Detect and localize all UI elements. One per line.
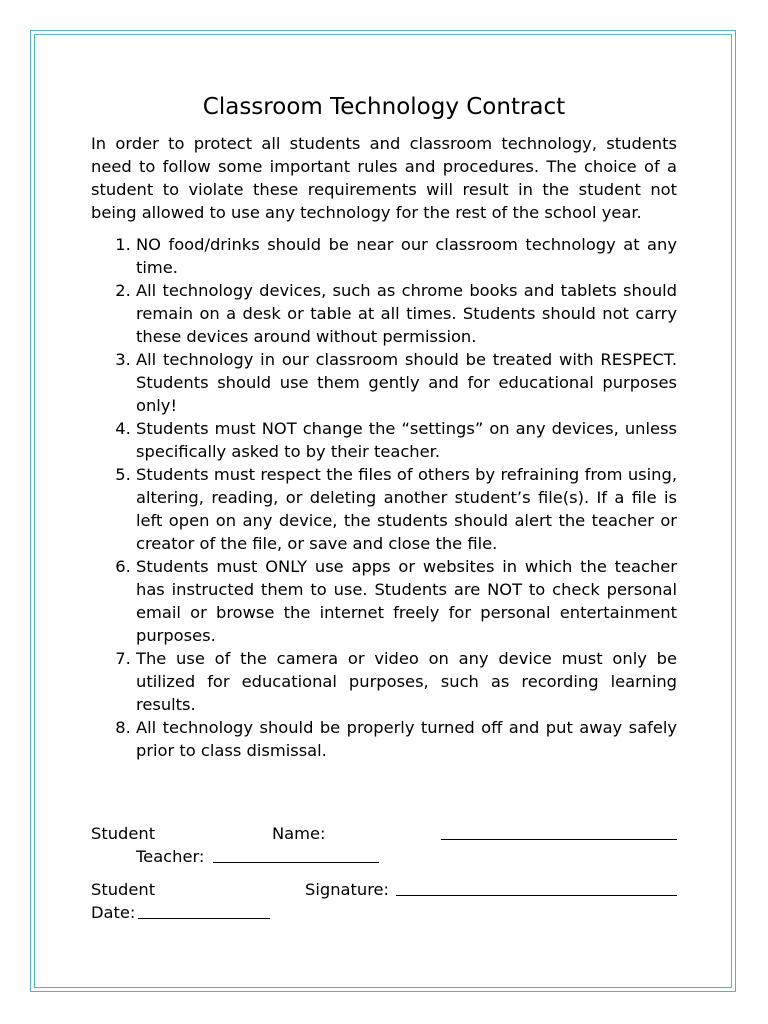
rule-item: 8. All technology should be properly turned off and put away safely prior to class dismissal. (136, 716, 677, 762)
rule-item: 4. Students must NOT change the “settings” on any devices, unless specifically asked to by their teacher. (136, 417, 677, 463)
student-name-row (91, 822, 677, 845)
teacher-label: Teacher: (136, 847, 205, 866)
intro-paragraph: In order to protect all students and classroom technology, students need to follow some important rules and procedures. The choice of a student to violate these requirements will result in the student not being allowed to use any technology for the rest of the school year. (91, 134, 677, 222)
name-label: Name: (272, 824, 326, 843)
student-name-field[interactable] (441, 822, 677, 846)
rule-item: 6. Students must ONLY use apps or websites in which the teacher has instructed them to use. Students are NOT to check personal email or browse the internet freely for personal entertainment purposes. (136, 555, 677, 647)
date-row (91, 901, 677, 924)
student-signature-row (91, 878, 677, 901)
rule-item: 5. Students must respect the files of others by refraining from using, altering, reading, or deleting another student’s file(s). If a file is left open on any device, the students should alert the teacher or creator of the file, or save and close the file. (136, 463, 677, 555)
signature-block (91, 822, 677, 924)
rule-item: 1. NO food/drinks should be near our classroom technology at any time. (136, 233, 677, 279)
student-label: Student (91, 824, 156, 843)
teacher-row (91, 845, 677, 868)
teacher-name-field[interactable] (213, 845, 379, 869)
date-label: Date: (91, 903, 136, 922)
rules-list (91, 233, 677, 762)
rule-item: 3. All technology in our classroom should be treated with RESPECT. Students should use them gently and for educational purposes only! (136, 348, 677, 417)
date-field[interactable] (138, 901, 270, 925)
rule-item: 2. All technology devices, such as chrome books and tablets should remain on a desk or table at all times. Students should not carry these devices around without permission. (136, 279, 677, 348)
contract-document (91, 92, 677, 762)
document-title: Classroom Technology Contract (202, 94, 566, 120)
signature-label: Signature: (305, 880, 390, 899)
student-label: Student (91, 880, 156, 899)
rule-item: 7. The use of the camera or video on any device must only be utilized for educational purposes, such as recording learning results. (136, 647, 677, 716)
signature-field[interactable] (396, 878, 677, 902)
